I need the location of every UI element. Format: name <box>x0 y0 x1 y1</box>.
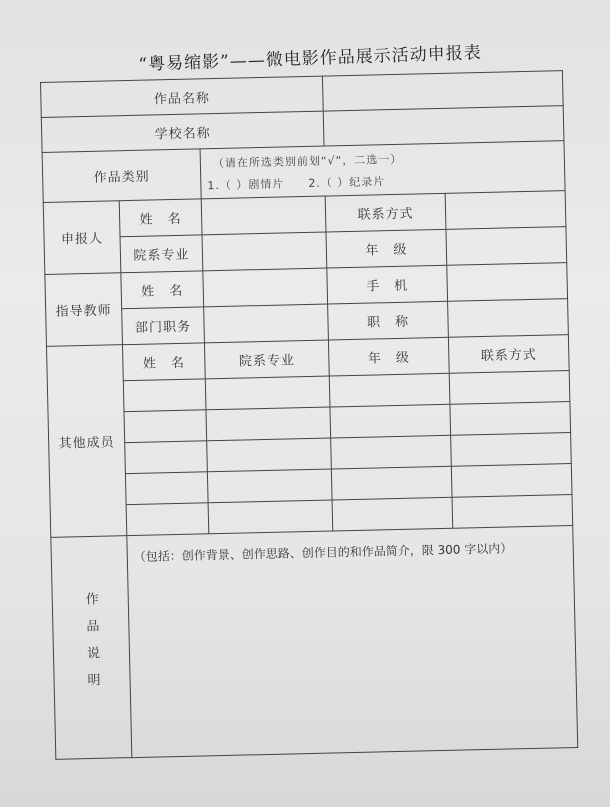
form-table <box>40 70 578 760</box>
member-grade-field[interactable] <box>331 466 452 500</box>
applicant-department-field[interactable] <box>202 232 327 271</box>
work-name-field[interactable] <box>322 71 563 111</box>
member-name-field[interactable] <box>126 503 209 536</box>
work-category-field[interactable] <box>200 141 565 199</box>
member-name-field[interactable] <box>123 379 206 412</box>
member-grade-field[interactable] <box>332 497 453 531</box>
advisor-phone-field[interactable] <box>447 263 568 302</box>
member-department-field[interactable] <box>206 407 331 441</box>
applicant-name-label: 姓 名 <box>119 199 202 237</box>
form-title: “粤易缩影”——微电影作品展示活动申报表 <box>138 43 483 75</box>
members-label: 其他成员 <box>47 345 127 538</box>
advisor-phone-label: 手 机 <box>327 265 448 304</box>
member-grade-field[interactable] <box>331 435 452 469</box>
member-department-field[interactable] <box>208 500 333 534</box>
member-grade-field[interactable] <box>330 404 451 438</box>
advisor-dept-position-field[interactable] <box>204 304 329 343</box>
members-header-department: 院系专业 <box>204 340 329 379</box>
member-contact-field[interactable] <box>451 464 572 498</box>
member-contact-field[interactable] <box>449 371 570 405</box>
member-contact-field[interactable] <box>450 402 571 436</box>
members-header-name: 姓 名 <box>122 343 205 381</box>
advisor-label: 指导教师 <box>45 273 123 347</box>
description-field[interactable] <box>127 526 578 758</box>
school-name-label: 学校名称 <box>41 111 324 152</box>
member-department-field[interactable] <box>207 438 332 472</box>
school-name-field[interactable] <box>323 106 564 146</box>
member-department-field[interactable] <box>205 376 330 410</box>
member-contact-field[interactable] <box>451 433 572 467</box>
work-name-label: 作品名称 <box>41 76 324 117</box>
advisor-name-label: 姓 名 <box>121 271 204 309</box>
description-label-cell <box>51 536 132 760</box>
applicant-grade-label: 年 级 <box>326 229 447 268</box>
work-category-label: 作品类别 <box>42 149 201 203</box>
members-header-contact: 联系方式 <box>448 335 569 374</box>
advisor-name-field[interactable] <box>203 268 328 307</box>
members-header-grade: 年 级 <box>328 337 449 376</box>
applicant-grade-field[interactable] <box>446 227 567 266</box>
member-department-field[interactable] <box>207 469 332 503</box>
applicant-contact-label: 联系方式 <box>325 193 446 232</box>
advisor-title-field[interactable] <box>448 299 569 338</box>
application-form <box>40 70 577 760</box>
row-description <box>51 526 578 760</box>
applicant-contact-field[interactable] <box>445 191 566 230</box>
member-contact-field[interactable] <box>452 495 573 529</box>
description-label: 作品说明 <box>82 591 101 700</box>
member-name-field[interactable] <box>125 472 208 505</box>
applicant-department-label: 院系专业 <box>120 235 203 273</box>
category-hint: （请在所选类别前划“√”，二选一） <box>212 152 403 170</box>
advisor-title-label: 职 称 <box>328 301 449 340</box>
member-name-field[interactable] <box>125 441 208 474</box>
description-note: （包括：创作背景、创作思路、创作目的和作品简介，限 300 字以内） <box>133 541 513 564</box>
category-options[interactable]: 1.（ ）剧情片 2.（ ）纪录片 <box>207 174 386 192</box>
member-name-field[interactable] <box>124 410 207 443</box>
member-grade-field[interactable] <box>329 373 450 407</box>
applicant-label: 申报人 <box>43 201 121 275</box>
advisor-dept-position-label: 部门职务 <box>122 307 205 345</box>
applicant-name-field[interactable] <box>201 196 326 235</box>
